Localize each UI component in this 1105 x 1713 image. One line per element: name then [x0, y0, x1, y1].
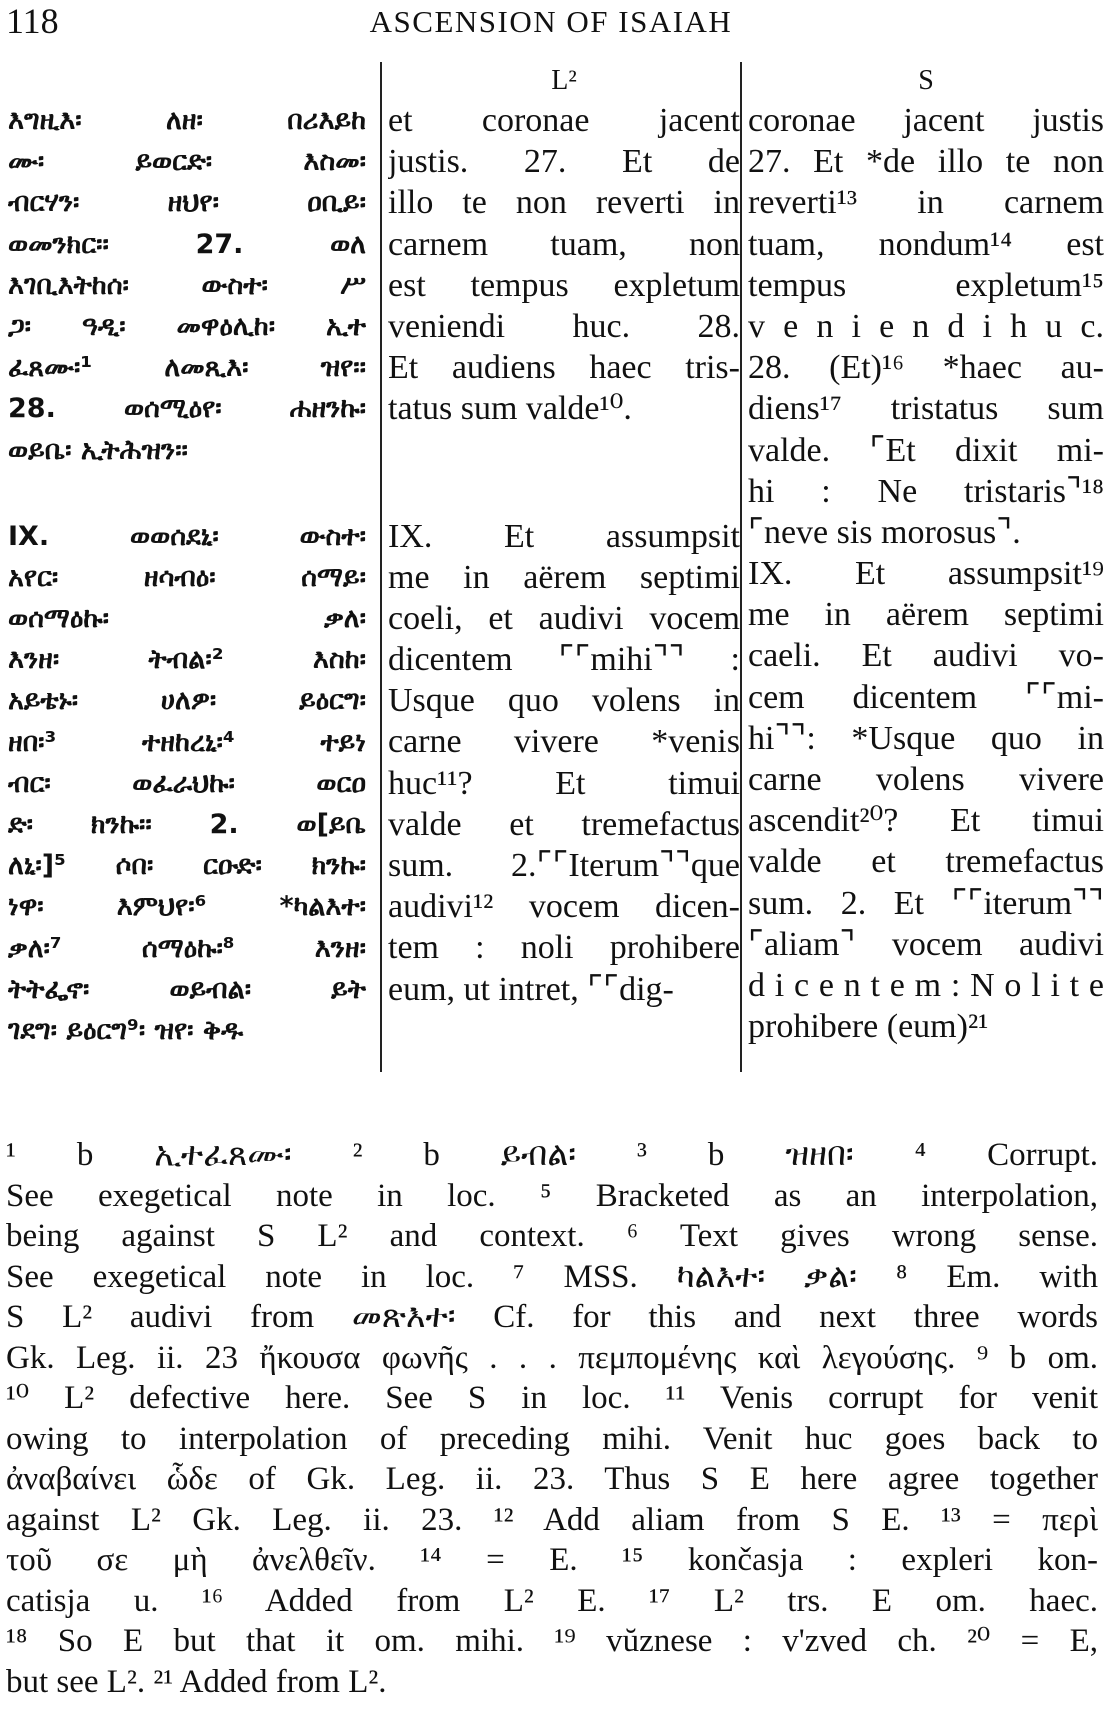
l2-line: est tempus expletum	[388, 266, 740, 304]
ethiopic-line: እገቢእትከሰ፡ ውስተ፡ ሥ	[8, 269, 366, 301]
l2-line: carne vivere *venis	[388, 723, 740, 761]
section-gap	[388, 430, 740, 516]
footnote-line: ¹ b ኢተፈጸሙ፡ ² b ይብል፡ ³ b ዝዘበ፡ ⁴ Corrupt.	[6, 1137, 1098, 1173]
ethiopic-block-2	[8, 516, 366, 1051]
s-column	[740, 62, 1104, 1072]
l2-line: eum, ut intret, ⌜⌜dig-	[388, 970, 674, 1008]
footnote-line: but see L². ²¹ Added from L².	[6, 1663, 387, 1700]
l2-line: illo te non reverti in	[388, 184, 740, 222]
footnote-line: ¹⁸ So E but that it om. mihi. ¹⁹ vŭznese : v'zved ch. ²⁰ = E,	[6, 1623, 1098, 1659]
l2-line: audivi¹² vocem dicen-	[388, 888, 740, 926]
s-line: diens¹⁷ tristatus sum	[748, 390, 1104, 428]
footnote-line: See exegetical note in loc. ⁵ Bracketed as an interpolation,	[6, 1177, 1098, 1214]
s-line: coronae jacent justis	[748, 102, 1104, 139]
s-line: hi⌝⌝: *Usque quo in	[748, 719, 1104, 757]
footnote-line: catisja u. ¹⁶ Added from L² E. ¹⁷ L² trs. E om. haec.	[6, 1582, 1098, 1619]
s-line: IX. Et assumpsit¹⁹	[748, 555, 1104, 593]
footnote-line: ¹⁰ L² defective here. See S in loc. ¹¹ Venis corrupt for venit	[6, 1380, 1098, 1416]
s-line: 27. Et *de illo te non	[748, 143, 1104, 181]
footnote-line: S L² audivi from መጽእተ፡ Cf. for this and next three words	[6, 1299, 1098, 1335]
ethiopic-line: ወመንክር፡፡ 27. ወለ	[8, 228, 366, 260]
s-line: 28. (Et)¹⁶ *haec au-	[748, 349, 1104, 387]
s-line: v e n i e n d i h u c.	[748, 307, 1104, 345]
l2-line: tem : noli prohibere	[388, 929, 740, 967]
s-line: ascendit²⁰? Et timui	[748, 802, 1104, 840]
ethiopic-line: ዘበ፡³ ተዘከረኒ፡⁴ ተይነ	[8, 726, 366, 758]
l2-block-1	[388, 100, 740, 430]
ethiopic-line: 28. ወሰሚዕየ፡ ሐዘንኩ፡	[8, 393, 366, 425]
s-line: hi : Ne tristaris⌝¹⁸	[748, 472, 1104, 510]
l2-line: et coronae jacent	[388, 102, 740, 139]
ethiopic-line: ነዋ፡ እምህየ፡⁶ *ካልእተ፡	[8, 891, 366, 923]
s-line: d i c e n t e m : N o l i t e	[748, 966, 1104, 1004]
s-line: ⌜aliam⌝ vocem audivi	[748, 925, 1104, 963]
running-title: ASCENSION OF ISAIAH	[369, 4, 733, 39]
ethiopic-line: ብርሃን፡ ዘህየ፡ ዐቢይ፡	[8, 187, 366, 219]
l2-line: coeli, et audivi vocem	[388, 599, 740, 637]
ethiopic-line: ወሰማዕኩ፡ ቃለ፡	[8, 603, 366, 635]
s-line: reverti¹³ in carnem	[748, 184, 1104, 222]
ethiopic-line: ገደግ፡ ይዕርግ⁹፡ ዝየ፡ ቅዱ	[8, 1014, 244, 1046]
ethiopic-line: ቃለ፡⁷ ሰማዕኩ፡⁸ እንዘ፡	[8, 932, 366, 964]
ethiopic-column-heading	[8, 62, 366, 100]
l2-line: valde et tremefactus	[388, 805, 740, 843]
footnote-line: being against S L² and context. ⁶ Text gives wrong sense.	[6, 1218, 1098, 1254]
s-block-1	[748, 100, 1104, 553]
footnote-line: owing to interpolation of preceding mihi. Venit huc goes back to	[6, 1420, 1098, 1457]
l2-block-2	[388, 516, 740, 1010]
s-line: prohibere (eum)²¹	[748, 1008, 989, 1046]
page-header	[6, 0, 1096, 44]
ethiopic-line: እንዘ፡ ትብል፡² እስከ፡	[8, 644, 366, 676]
s-line: me in aërem septimi	[748, 596, 1104, 634]
footnote-line: ἀναβαίνει ὧδε of Gk. Leg. ii. 23. Thus S E here agree together	[6, 1461, 1098, 1497]
s-line: valde et tremefactus	[748, 843, 1104, 881]
s-column-heading: S	[918, 65, 934, 96]
l2-line: me in aërem septimi	[388, 558, 740, 596]
ethiopic-line: ወይቤ፡ ኢትሕዝን፡፡	[8, 434, 188, 466]
ethiopic-line: ድ፡ ክንኩ፡፡ 2. ወ[ይቤ	[8, 809, 366, 840]
ethiopic-line: ፈጸሙ፡¹ ለመጺእ፡ ዝየ፡፡	[8, 352, 366, 384]
l2-line: Et audiens haec tris-	[388, 349, 740, 387]
l2-line: Usque quo volens in	[388, 682, 740, 720]
ethiopic-line: አየር፡ ዘሳብዕ፡ ሰማይ፡	[8, 561, 366, 593]
l2-line: tatus sum valde¹⁰.	[388, 390, 632, 428]
s-line: valde. ⌜Et dixit mi-	[748, 431, 1104, 469]
l2-column-heading: L²	[551, 65, 577, 96]
l2-line: dicentem ⌜⌜mihi⌝⌝ :	[388, 641, 740, 679]
footnote-line: See exegetical note in loc. ⁷ MSS. ካልእተ፡ ቃል፡ ⁸ Em. with	[6, 1258, 1098, 1295]
ethiopic-line: አይቴኑ፡ ሀለዎ፡ ይዕርግ፡	[8, 685, 366, 717]
ethiopic-line: ጋ፡ ዓዲ፡ መዋዕሊከ፡ ኢተ	[8, 310, 366, 342]
l2-line: carnem tuam, non	[388, 225, 740, 263]
page-number: 118	[6, 1, 59, 41]
l2-line: sum. 2.⌜⌜Iterum⌝⌝que	[388, 847, 740, 884]
footnote-line: τοῦ σε μὴ ἀνελθεῖν. ¹⁴ = E. ¹⁵ končasja : expleri kon-	[6, 1542, 1098, 1578]
ethiopic-line: እግዚእ፡ ለዘ፡ በሪእይከ	[8, 105, 366, 136]
footnote-line: against L² Gk. Leg. ii. 23. ¹² Add aliam from S E. ¹³ = περὶ	[6, 1501, 1098, 1538]
l2-column	[380, 62, 740, 1072]
s-line: caeli. Et audivi vo-	[748, 637, 1104, 675]
s-line: tempus expletum¹⁵	[748, 266, 1104, 304]
l2-line: huc¹¹? Et timui	[388, 764, 740, 802]
footnotes	[6, 1135, 1098, 1702]
s-line: cem dicentem ⌜⌜mi-	[748, 678, 1104, 716]
footnote-line: Gk. Leg. ii. 23 ἤκουσα φωνῆς . . . πεμπομένης καὶ λεγούσης. ⁹ b om.	[6, 1339, 1098, 1376]
s-line: carne volens vivere	[748, 761, 1104, 798]
ethiopic-column	[8, 62, 366, 1051]
s-line: sum. 2. Et ⌜⌜iterum⌝⌝	[748, 884, 1104, 922]
s-line: tuam, nondum¹⁴ est	[748, 225, 1104, 263]
l2-line: justis. 27. Et de	[388, 143, 740, 181]
l2-line: veniendi huc. 28.	[388, 307, 740, 345]
ethiopic-line: ለኒ፡]⁵ ሶበ፡ ርዑድ፡ ክንኩ፡	[8, 850, 366, 882]
l2-line: IX. Et assumpsit	[388, 517, 740, 555]
ethiopic-block-1	[8, 100, 366, 471]
section-gap	[8, 471, 366, 516]
ethiopic-line: ብር፡ ወፈራህኩ፡ ወርዐ	[8, 767, 366, 799]
ethiopic-line: ሙ፡ ይወርድ፡ እስመ፡	[8, 146, 366, 178]
ethiopic-line: IX. ወወሰደኒ፡ ውስተ፡	[8, 520, 366, 552]
ethiopic-line: ትትፌኖ፡ ወይብል፡ ይት	[8, 973, 366, 1005]
s-line: ⌜neve sis morosus⌝.	[748, 513, 1021, 551]
s-block-2	[748, 553, 1104, 1047]
